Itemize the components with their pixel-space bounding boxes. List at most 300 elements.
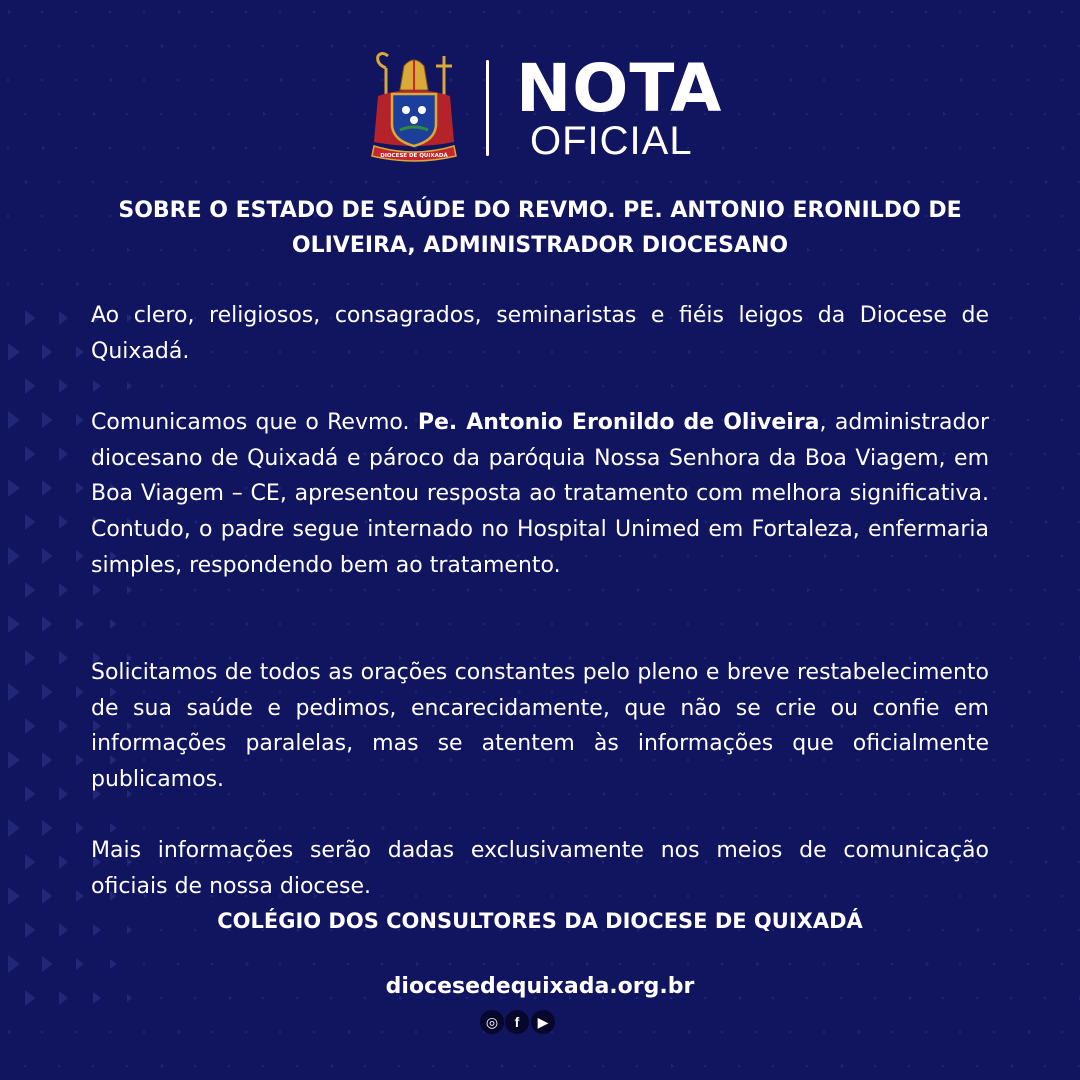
bg-dot <box>398 45 401 48</box>
bg-dot <box>959 11 962 14</box>
bg-triangle <box>8 10 11 15</box>
bg-dot <box>24 45 27 48</box>
bg-dot <box>160 589 163 592</box>
bg-dot <box>517 963 520 966</box>
bg-dot <box>449 827 452 830</box>
youtube-icon[interactable]: ▶ <box>531 1010 555 1034</box>
bg-dot <box>1061 759 1064 762</box>
bg-triangle <box>722 826 725 831</box>
bg-dot <box>1027 555 1030 558</box>
bg-dot <box>1061 555 1064 558</box>
bg-dot <box>925 1031 928 1034</box>
bg-triangle <box>76 618 84 630</box>
bg-dot <box>1044 453 1047 456</box>
bg-triangle <box>25 378 35 394</box>
bg-triangle <box>688 1030 691 1035</box>
bg-dot <box>262 45 265 48</box>
bg-dot <box>1010 521 1013 524</box>
bg-dot <box>585 827 588 830</box>
bg-dot <box>636 181 639 184</box>
bg-dot <box>891 963 894 966</box>
bg-dot <box>143 963 146 966</box>
bg-triangle <box>76 686 84 698</box>
bg-dot <box>1027 419 1030 422</box>
bg-dot <box>993 827 996 830</box>
bg-dot <box>789 963 792 966</box>
bg-dot <box>1010 249 1013 252</box>
bg-dot <box>1044 1065 1047 1068</box>
bg-triangle <box>688 10 691 15</box>
bg-dot <box>109 1031 112 1034</box>
bg-dot <box>432 181 435 184</box>
bg-dot <box>1010 317 1013 320</box>
bg-dot <box>296 385 299 388</box>
bg-dot <box>500 589 503 592</box>
bg-triangle <box>977 588 980 593</box>
bg-dot <box>1044 249 1047 252</box>
bg-triangle <box>195 180 198 185</box>
bg-triangle <box>331 1064 334 1069</box>
bg-triangle <box>161 384 164 389</box>
bg-triangle <box>705 180 708 185</box>
bg-dot <box>993 487 996 490</box>
bg-triangle <box>76 346 84 358</box>
bg-dot <box>568 589 571 592</box>
bg-dot <box>330 181 333 184</box>
bg-triangle <box>110 619 117 629</box>
bg-dot <box>772 385 775 388</box>
bg-dot <box>738 589 741 592</box>
bg-dot <box>755 11 758 14</box>
bg-dot <box>143 1031 146 1034</box>
bg-triangle <box>841 384 844 389</box>
bg-dot <box>517 623 520 626</box>
bg-dot <box>1027 215 1030 218</box>
bg-dot <box>449 1031 452 1034</box>
bg-triangle <box>518 10 521 15</box>
instagram-icon[interactable]: ◎ <box>480 1010 504 1034</box>
bg-dot <box>636 385 639 388</box>
bg-dot <box>942 1065 945 1068</box>
bg-triangle <box>212 826 215 831</box>
bg-dot <box>364 45 367 48</box>
bg-dot <box>585 11 588 14</box>
priest-name: Pe. Antonio Eronildo de Oliveira <box>417 410 820 435</box>
bg-dot <box>1061 895 1064 898</box>
bg-dot <box>228 385 231 388</box>
bg-triangle <box>501 384 504 389</box>
bg-triangle <box>756 622 759 627</box>
bg-dot <box>891 623 894 626</box>
bg-dot <box>398 181 401 184</box>
bg-dot <box>500 181 503 184</box>
bg-dot <box>823 963 826 966</box>
bg-triangle <box>110 823 117 833</box>
bg-dot <box>789 1031 792 1034</box>
announcement-detail: , administrador diocesano de Quixadá e pároco da paróquia Nossa Senhora da Boa Viagem, em Boa Viagem – CE, apresentou resposta ao tratamento com melhora significativa. Contudo, o padre segue internado no Hospital Unimed em Fortaleza, enfermaria simples, respondendo bem ao tratamento. <box>91 410 989 578</box>
bg-dot <box>687 283 690 286</box>
bg-dot <box>1061 351 1064 354</box>
bg-triangle <box>501 44 504 49</box>
bg-dot <box>415 11 418 14</box>
bg-triangle <box>807 588 810 593</box>
crest-ribbon-text: DIOCESE DE QUIXADÁ <box>380 153 448 159</box>
bg-dot <box>381 963 384 966</box>
bg-triangle <box>348 1030 351 1035</box>
page-subtitle: OFICIAL <box>530 119 693 163</box>
bg-dot <box>449 11 452 14</box>
bg-dot <box>1044 929 1047 932</box>
bg-dot <box>211 1031 214 1034</box>
bg-triangle <box>25 922 35 938</box>
bg-triangle <box>586 962 589 967</box>
bg-dot <box>211 11 214 14</box>
paragraph-announcement <box>91 405 989 584</box>
bg-dot <box>687 623 690 626</box>
bg-dot <box>789 11 792 14</box>
bg-dot <box>398 385 401 388</box>
bg-dot <box>602 1065 605 1068</box>
bg-dot <box>1010 929 1013 932</box>
bg-dot <box>1027 895 1030 898</box>
bg-dot <box>602 45 605 48</box>
bg-dot <box>1044 317 1047 320</box>
bg-triangle <box>8 547 20 565</box>
bg-dot <box>415 1031 418 1034</box>
bg-triangle <box>892 826 895 831</box>
bg-dot <box>517 827 520 830</box>
bg-dot <box>279 623 282 626</box>
bg-triangle <box>93 584 101 596</box>
bg-triangle <box>858 1030 861 1035</box>
bg-dot <box>143 827 146 830</box>
bg-dot <box>687 963 690 966</box>
bg-dot <box>619 283 622 286</box>
bg-dot <box>177 283 180 286</box>
bg-dot <box>330 589 333 592</box>
bg-dot <box>670 589 673 592</box>
bg-triangle <box>841 44 844 49</box>
bg-dot <box>704 385 707 388</box>
bg-triangle <box>1045 520 1048 525</box>
bg-dot <box>109 11 112 14</box>
bg-dot <box>534 385 537 388</box>
bg-dot <box>313 963 316 966</box>
bg-triangle <box>246 622 249 627</box>
bg-dot <box>806 45 809 48</box>
bg-triangle <box>246 282 249 287</box>
website-link[interactable]: diocesedequixada.org.br <box>385 974 695 999</box>
bg-dot <box>806 1065 809 1068</box>
bg-triangle <box>76 550 84 562</box>
bg-dot <box>534 1065 537 1068</box>
bg-triangle <box>1045 860 1048 865</box>
bg-dot <box>347 623 350 626</box>
bg-dot <box>432 589 435 592</box>
bg-dot <box>1027 623 1030 626</box>
bg-dot <box>483 623 486 626</box>
bg-triangle <box>586 282 589 287</box>
bg-triangle <box>416 282 419 287</box>
bg-dot <box>976 385 979 388</box>
bg-dot <box>7 215 10 218</box>
bg-triangle <box>501 1064 504 1069</box>
bg-dot <box>1061 283 1064 286</box>
bg-triangle <box>25 854 35 870</box>
bg-dot <box>415 827 418 830</box>
bg-dot <box>313 283 316 286</box>
bg-dot <box>789 283 792 286</box>
bg-dot <box>58 1065 61 1068</box>
bg-dot <box>789 827 792 830</box>
bg-dot <box>296 45 299 48</box>
bg-triangle <box>59 379 68 393</box>
bg-dot <box>1010 861 1013 864</box>
bg-dot <box>1044 725 1047 728</box>
bg-dot <box>1027 759 1030 762</box>
bg-dot <box>1044 793 1047 796</box>
bg-dot <box>1061 215 1064 218</box>
bg-dot <box>925 11 928 14</box>
bg-dot <box>313 623 316 626</box>
bg-dot <box>58 181 61 184</box>
bg-dot <box>976 1065 979 1068</box>
bg-triangle <box>42 684 52 700</box>
bg-dot <box>262 1065 265 1068</box>
bg-dot <box>262 589 265 592</box>
bg-triangle <box>42 888 52 904</box>
bg-dot <box>279 1031 282 1034</box>
bg-dot <box>143 283 146 286</box>
bg-dot <box>857 623 860 626</box>
bg-triangle <box>8 615 20 633</box>
bg-triangle <box>756 962 759 967</box>
bg-dot <box>942 589 945 592</box>
bg-dot <box>721 11 724 14</box>
bg-triangle <box>59 447 68 461</box>
bg-dot <box>194 589 197 592</box>
bg-dot <box>109 283 112 286</box>
bg-dot <box>364 1065 367 1068</box>
bg-dot <box>7 283 10 286</box>
bg-triangle <box>59 923 68 937</box>
bg-dot <box>993 623 996 626</box>
bg-dot <box>24 249 27 252</box>
bg-dot <box>568 385 571 388</box>
bg-triangle <box>552 826 555 831</box>
bg-triangle <box>178 10 181 15</box>
bg-triangle <box>8 1030 11 1035</box>
bg-dot <box>483 283 486 286</box>
bg-triangle <box>59 651 68 665</box>
bg-dot <box>432 45 435 48</box>
bg-triangle <box>926 282 929 287</box>
bg-dot <box>1061 963 1064 966</box>
bg-dot <box>449 283 452 286</box>
bg-dot <box>619 827 622 830</box>
bg-triangle <box>1028 350 1031 355</box>
bg-triangle <box>25 718 35 734</box>
bg-dot <box>976 45 979 48</box>
bg-dot <box>381 1031 384 1034</box>
facebook-icon[interactable]: f <box>505 1010 529 1034</box>
bg-triangle <box>76 890 84 902</box>
bg-dot <box>279 283 282 286</box>
bg-triangle <box>25 650 35 666</box>
bg-dot <box>347 963 350 966</box>
bg-dot <box>75 215 78 218</box>
bg-dot <box>228 45 231 48</box>
bg-dot <box>296 1065 299 1068</box>
bg-triangle <box>42 344 52 360</box>
bg-triangle <box>76 482 84 494</box>
bg-triangle <box>8 343 20 361</box>
bg-dot <box>313 827 316 830</box>
bg-triangle <box>42 752 52 768</box>
bg-triangle <box>297 588 300 593</box>
bg-dot <box>449 963 452 966</box>
bg-triangle <box>416 622 419 627</box>
bg-dot <box>1027 283 1030 286</box>
bg-dot <box>636 1065 639 1068</box>
bg-dot <box>908 385 911 388</box>
bg-dot <box>704 45 707 48</box>
bg-dot <box>245 827 248 830</box>
bg-dot <box>993 351 996 354</box>
bg-dot <box>1010 657 1013 660</box>
bg-triangle <box>178 1030 181 1035</box>
bg-triangle <box>756 282 759 287</box>
headline-line-1: SOBRE O ESTADO DE SAÚDE DO REVMO. PE. ANTONIO ERONILDO DE <box>118 198 962 223</box>
bg-dot <box>58 249 61 252</box>
bg-dot <box>704 589 707 592</box>
bg-dot <box>41 283 44 286</box>
bg-dot <box>1044 589 1047 592</box>
bg-dot <box>602 385 605 388</box>
bg-triangle <box>25 514 35 530</box>
bg-dot <box>908 589 911 592</box>
bg-triangle <box>25 446 35 462</box>
bg-dot <box>942 385 945 388</box>
bg-dot <box>823 623 826 626</box>
bg-dot <box>993 11 996 14</box>
bg-dot <box>381 11 384 14</box>
bg-dot <box>993 963 996 966</box>
bg-dot <box>194 385 197 388</box>
bg-dot <box>891 11 894 14</box>
bg-triangle <box>671 384 674 389</box>
bg-dot <box>772 1065 775 1068</box>
bg-dot <box>92 249 95 252</box>
bg-dot <box>755 1031 758 1034</box>
bg-dot <box>721 623 724 626</box>
bg-dot <box>806 385 809 388</box>
bg-dot <box>466 181 469 184</box>
bg-dot <box>653 11 656 14</box>
header-divider <box>486 60 489 156</box>
page-title: NOTA <box>516 50 723 127</box>
bg-dot <box>857 827 860 830</box>
bg-dot <box>262 385 265 388</box>
paragraph-greeting: Ao clero, religiosos, consagrados, seminaristas e fiéis leigos da Diocese de Quixadá. <box>91 303 989 364</box>
bg-dot <box>211 283 214 286</box>
bg-dot <box>279 11 282 14</box>
bg-dot <box>92 181 95 184</box>
bg-triangle <box>416 962 419 967</box>
bg-triangle <box>586 622 589 627</box>
bg-dot <box>296 181 299 184</box>
bg-dot <box>1061 691 1064 694</box>
bg-triangle <box>382 826 385 831</box>
bg-dot <box>738 181 741 184</box>
bg-triangle <box>858 10 861 15</box>
bg-triangle <box>348 10 351 15</box>
bg-dot <box>959 963 962 966</box>
bg-dot <box>24 1065 27 1068</box>
bg-dot <box>823 827 826 830</box>
bg-dot <box>534 45 537 48</box>
bg-triangle <box>671 1064 674 1069</box>
bg-dot <box>908 181 911 184</box>
bg-triangle <box>76 754 84 766</box>
bg-triangle <box>42 480 52 496</box>
bg-dot <box>738 1065 741 1068</box>
bg-dot <box>228 1065 231 1068</box>
bg-dot <box>806 181 809 184</box>
paragraph-info: Mais informações serão dadas exclusivamente nos meios de comunicação oficiais de nossa diocese. <box>91 838 989 899</box>
bg-triangle <box>59 311 68 325</box>
bg-triangle <box>1011 1064 1014 1069</box>
bg-dot <box>126 181 129 184</box>
bg-triangle <box>59 719 68 733</box>
bg-dot <box>619 963 622 966</box>
bg-dot <box>908 45 911 48</box>
bg-dot <box>823 11 826 14</box>
bg-dot <box>143 11 146 14</box>
bg-dot <box>721 963 724 966</box>
bg-dot <box>942 181 945 184</box>
bg-dot <box>653 623 656 626</box>
bg-triangle <box>76 282 79 287</box>
bg-dot <box>245 11 248 14</box>
bg-triangle <box>76 822 84 834</box>
bg-dot <box>823 283 826 286</box>
bg-triangle <box>331 384 334 389</box>
bg-triangle <box>76 958 84 970</box>
bg-dot <box>364 385 367 388</box>
bg-dot <box>194 45 197 48</box>
bg-dot <box>75 1031 78 1034</box>
bg-triangle <box>1028 10 1031 15</box>
bg-dot <box>636 45 639 48</box>
bg-dot <box>1027 963 1030 966</box>
bg-dot <box>772 181 775 184</box>
bg-dot <box>568 45 571 48</box>
bg-dot <box>687 827 690 830</box>
bg-dot <box>92 1065 95 1068</box>
bg-dot <box>1044 385 1047 388</box>
bg-dot <box>41 1031 44 1034</box>
bg-dot <box>925 827 928 830</box>
bg-dot <box>653 1031 656 1034</box>
bg-triangle <box>59 855 68 869</box>
bg-triangle <box>365 180 368 185</box>
bg-dot <box>1010 793 1013 796</box>
bg-dot <box>1061 623 1064 626</box>
bg-triangle <box>127 586 132 594</box>
bg-dot <box>211 963 214 966</box>
bg-triangle <box>42 820 52 836</box>
